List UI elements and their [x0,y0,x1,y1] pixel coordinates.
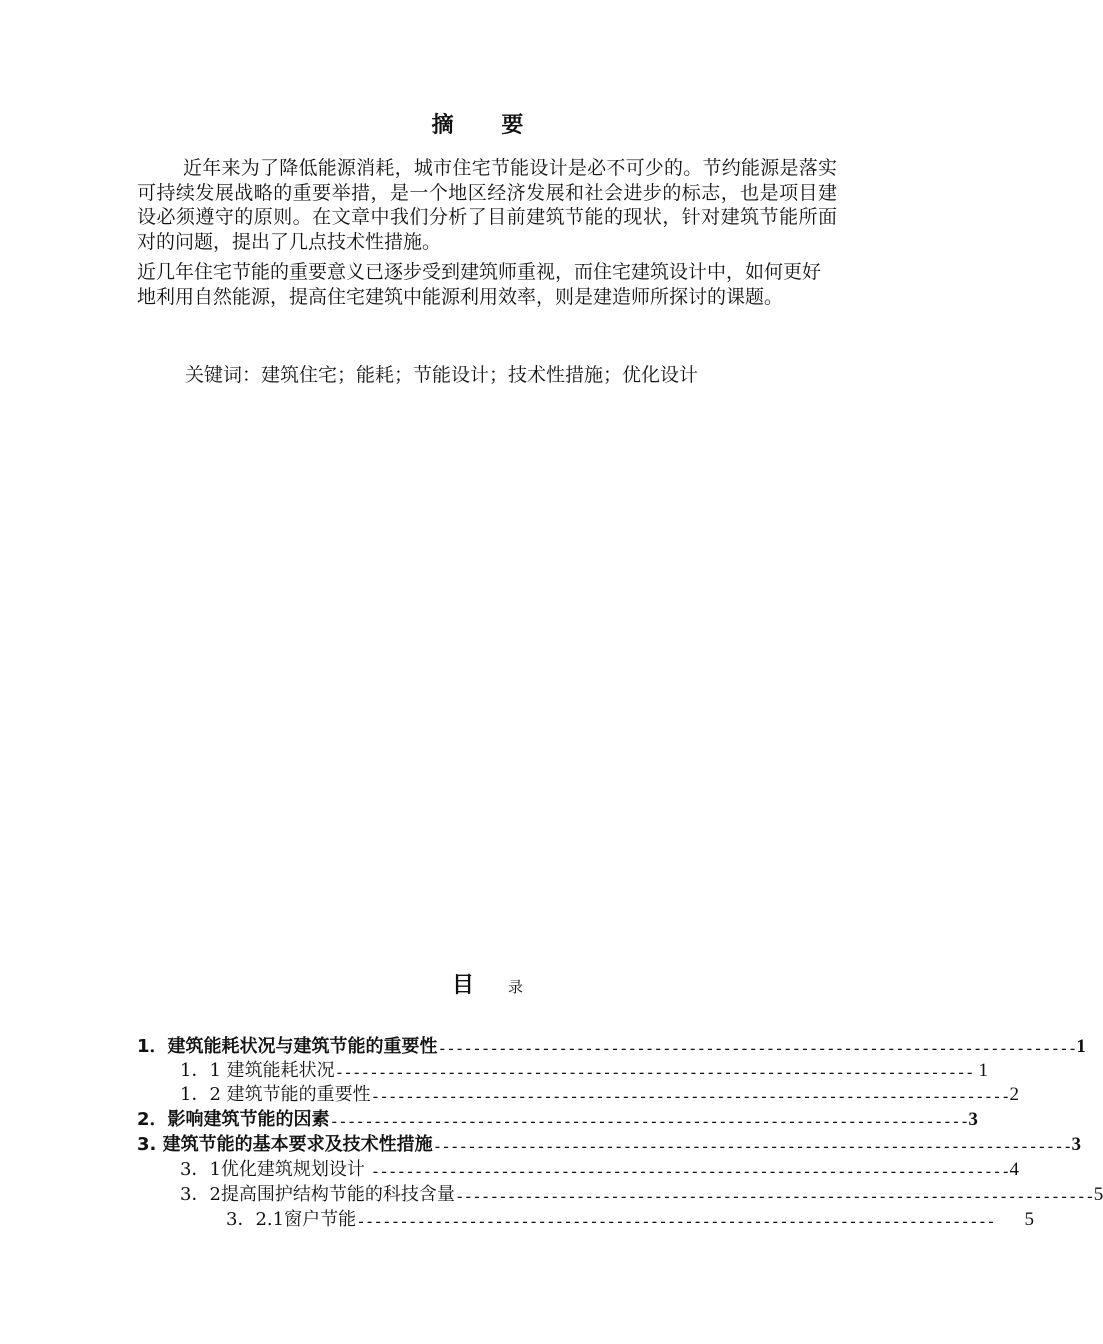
toc-entry-label: 3．1优化建筑规划设计 [180,1159,371,1180]
toc-entry-page: 5 [1024,1209,1034,1230]
toc-leader: -------------------------------------------------------------------------- [370,1087,1010,1106]
toc-leader: -------------------------------------------------------------------------- [329,1112,969,1131]
toc-leader: -------------------------------------------------------------------------- [437,1039,1077,1058]
toc-entry[interactable] [0,1107,978,1131]
toc-leader: -------------------------------------------------------------------------- [334,1063,974,1082]
toc-entry-page: 2 [1009,1084,1019,1105]
toc-entry-page: 4 [1009,1159,1019,1180]
toc-entry[interactable] [0,1034,1086,1058]
toc-entry-page: 3 [968,1109,978,1130]
abstract-paragraph-2: 近几年住宅节能的重要意义已逐步受到建筑师重视，而住宅建筑设计中，如何更好地利用自然能源，提高住宅建筑中能源利用效率，则是建造师所探讨的课题。 [137,261,822,308]
toc-entry-label: 3．2.1窗户节能 [226,1209,357,1230]
abstract-paragraph-1: 近年来为了降低能源消耗，城市住宅节能设计是必不可少的。节约能源是落实可持续发展战略的重要举措，是一个地区经济发展和社会进步的标志，也是项目建设必须遵守的原则。在文章中我们分析了目前建筑节能的现状，针对建筑节能所面对的问题，提出了几点技术性措施。 [137,157,837,253]
toc-entry-page: 1 [978,1060,988,1081]
toc-entry[interactable] [0,1157,1019,1181]
toc-entry[interactable] [0,1132,1081,1156]
toc-title [0,968,975,999]
toc-leader: -------------------------------------------------------------------------- [356,1212,995,1231]
toc-entry[interactable] [0,1207,1034,1231]
toc-leader: -------------------------------------------------------------------------- [432,1137,1072,1156]
toc-title-sub: 录 [508,978,524,996]
toc-entry-label: 1．2 建筑节能的重要性 [180,1084,371,1105]
keywords-line: 关键词：建筑住宅；能耗；节能设计；技术性措施；优化设计 [185,364,699,386]
toc-leader: -------------------------------------------------------------------------- [454,1187,1094,1206]
toc-leader: -------------------------------------------------------------------------- [370,1162,1010,1181]
toc-entry-page: 3 [1071,1134,1081,1155]
toc-entry-label: 3. 建筑节能的基本要求及技术性措施 [137,1134,433,1155]
toc-title-main: 目 [451,973,474,998]
toc-entry-label: 3．2提高围护结构节能的科技含量 [180,1184,455,1205]
toc-entry-label: 2．影响建筑节能的因素 [137,1109,330,1130]
toc-entry[interactable] [0,1058,988,1082]
toc-entry[interactable] [0,1082,1019,1106]
abstract-title: 摘 要 [431,113,544,138]
toc-entry-label: 1．1 建筑能耗状况 [180,1060,335,1081]
toc-entry-page: 1 [1076,1036,1086,1057]
toc-entry[interactable] [0,1182,1103,1206]
toc-entry-page: 5 [1093,1184,1103,1205]
toc-entry-label: 1．建筑能耗状况与建筑节能的重要性 [137,1036,438,1057]
